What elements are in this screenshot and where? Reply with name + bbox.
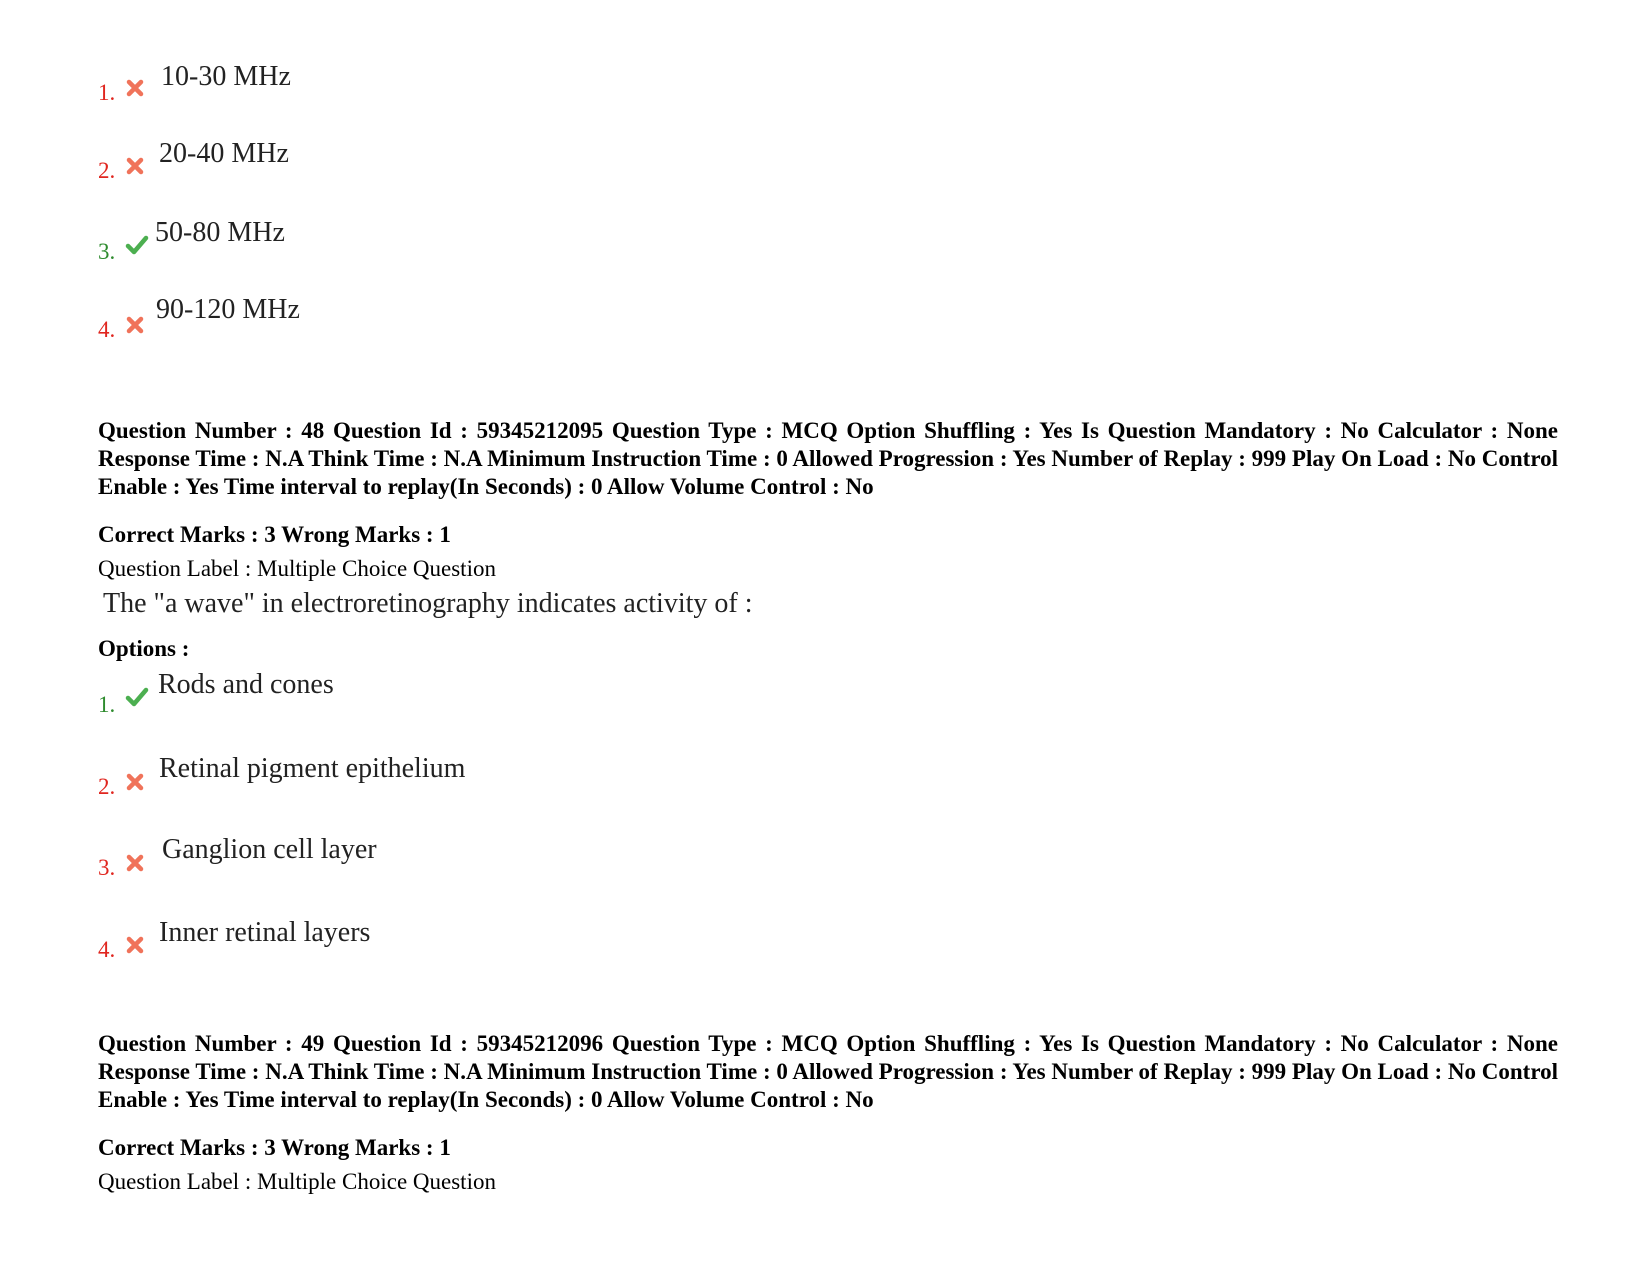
- option-item: [98, 834, 798, 895]
- option-number: 4.: [98, 937, 116, 962]
- question-marks: Correct Marks : 3 Wrong Marks : 1: [98, 1135, 451, 1160]
- question-label: Question Label : Multiple Choice Question: [98, 556, 496, 581]
- option-item: [98, 917, 798, 977]
- option-text: 20-40 MHz: [159, 138, 289, 169]
- option-item: [98, 61, 798, 120]
- question-meta: Question Number : 48 Question Id : 59345212095 Question Type : MCQ Option Shuffling : Yes Is Question Mandatory : No Calculator : None Response Time : N.A Think Time : N.A Minimum Instruction Time : 0 Allowed Progression : Yes Number of Replay : 999 Play On Load : No Control Enable : Yes Time interval to replay(In Seconds) : 0 Allow Volume Control : No: [98, 418, 1558, 499]
- option-item: [98, 669, 798, 732]
- option-item: [98, 294, 798, 357]
- cross-icon: [125, 156, 145, 176]
- option-text: Inner retinal layers: [159, 917, 371, 948]
- option-number: 1.: [98, 80, 116, 105]
- cross-icon: [125, 78, 145, 98]
- option-item: [98, 753, 798, 814]
- option-item: [98, 138, 798, 198]
- option-text: Retinal pigment epithelium: [159, 753, 466, 784]
- option-text: 50-80 MHz: [155, 217, 285, 248]
- check-icon: [125, 234, 149, 256]
- question-label: Question Label : Multiple Choice Question: [98, 1169, 496, 1194]
- question-meta: Question Number : 49 Question Id : 59345212096 Question Type : MCQ Option Shuffling : Yes Is Question Mandatory : No Calculator : None Response Time : N.A Think Time : N.A Minimum Instruction Time : 0 Allowed Progression : Yes Number of Replay : 999 Play On Load : No Control Enable : Yes Time interval to replay(In Seconds) : 0 Allow Volume Control : No: [98, 1031, 1558, 1112]
- option-text: Ganglion cell layer: [162, 834, 377, 865]
- question-marks: Correct Marks : 3 Wrong Marks : 1: [98, 522, 451, 547]
- option-number: 2.: [98, 158, 116, 183]
- option-text: Rods and cones: [158, 669, 334, 700]
- option-number: 4.: [98, 317, 116, 342]
- question-stem: The "a wave" in electroretinography indicates activity of :: [103, 588, 753, 619]
- cross-icon: [125, 935, 145, 955]
- option-number: 1.: [98, 692, 116, 717]
- option-text: 90-120 MHz: [156, 294, 300, 325]
- cross-icon: [125, 315, 145, 335]
- cross-icon: [125, 853, 145, 873]
- options-heading: Options :: [98, 636, 190, 661]
- option-number: 2.: [98, 774, 116, 799]
- option-text: 10-30 MHz: [161, 61, 291, 92]
- option-item: [98, 217, 798, 279]
- cross-icon: [125, 772, 145, 792]
- option-number: 3.: [98, 855, 116, 880]
- check-icon: [125, 686, 149, 708]
- option-number: 3.: [98, 239, 116, 264]
